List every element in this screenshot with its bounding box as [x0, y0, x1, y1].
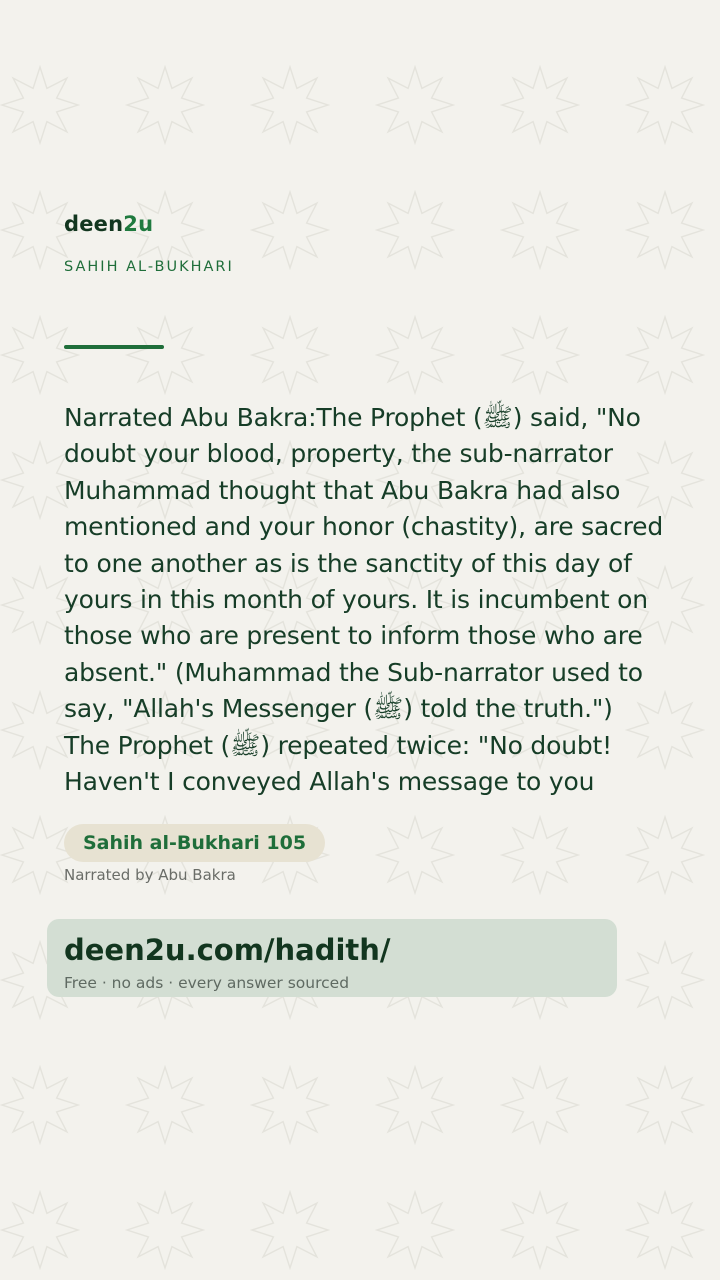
brand-name-prefix: deen: [64, 212, 124, 236]
narrator-label: Narrated by Abu Bakra: [64, 866, 236, 884]
cta-banner[interactable]: [47, 919, 617, 997]
hadith-text: Narrated Abu Bakra:The Prophet (ﷺ) said, "No doubt your blood, property, the sub-narrator Muhammad thought that Abu Bakra had also mentioned and your honor (chastity), are sacred to one another as is the sanctity of this day of yours in this month of yours. It is incumbent on those who are present to inform those who are absent." (Muhammad the Sub-narrator used to say, "Allah's Messenger (ﷺ) told the truth.") The Prophet (ﷺ) repeated twice: "No doubt! Haven't I conveyed Allah's message to you: [64, 403, 664, 797]
brand-name-suffix: 2u: [123, 212, 154, 236]
brand-logo: [64, 212, 153, 236]
cta-url-link[interactable]: deen2u.com/hadith/: [64, 933, 391, 967]
divider: [64, 345, 164, 349]
cta-tagline: Free · no ads · every answer sourced: [64, 974, 350, 992]
reference-badge[interactable]: Sahih al-Bukhari 105: [64, 824, 325, 862]
collection-label: SAHIH AL-BUKHARI: [64, 259, 234, 275]
